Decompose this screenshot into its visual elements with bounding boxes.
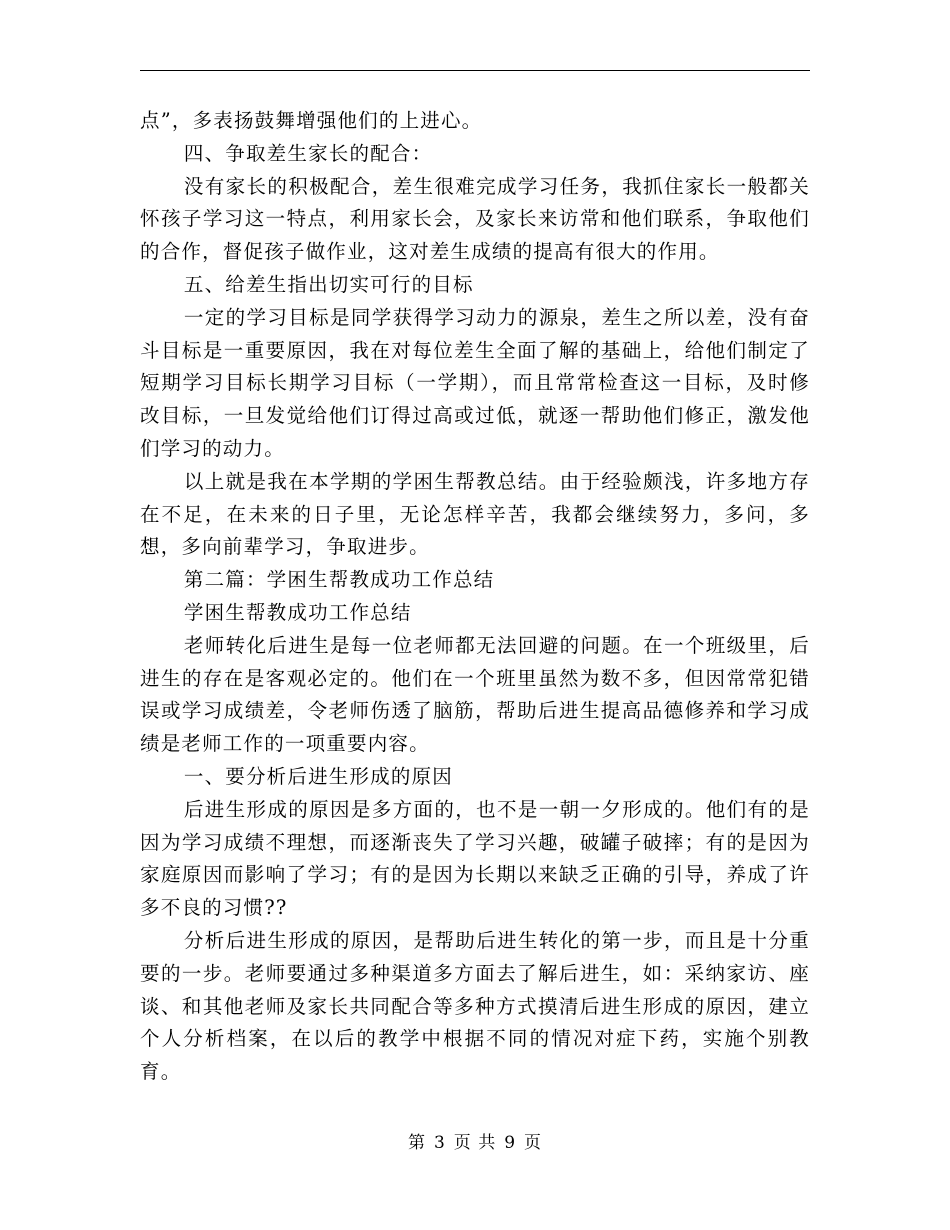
paragraph: 分析后进生形成的原因，是帮助后进生转化的第一步，而且是十分重要的一步。老师要通过多种渠道多方面去了解后进生，如：采纳家访、座谈、和其他老师及家长共同配合等多种方式摸清后进生形成的原因，建立个人分析档案，在以后的教学中根据不同的情况对症下药，实施个别教育。 <box>140 928 810 1084</box>
paragraph: 以上就是我在本学期的学困生帮教总结。由于经验颇浅，许多地方存在不足，在未来的日子里，无论怎样辛苦，我都会继续努力，多问，多想，多向前辈学习，争取进步。 <box>140 469 810 559</box>
header-rule <box>140 70 810 71</box>
paragraph: 一定的学习目标是同学获得学习动力的源泉，差生之所以差，没有奋斗目标是一重要原因，我在对每位差生全面了解的基础上，给他们制定了短期学习目标长期学习目标（一学期），而且常常检查这一目标，及时修改目标，一旦发觉给他们订得过高或过低，就逐一帮助他们修正，激发他们学习的动力。 <box>140 305 810 460</box>
paragraph: 后进生形成的原因是多方面的，也不是一朝一夕形成的。他们有的是因为学习成绩不理想，而逐渐丧失了学习兴趣，破罐子破摔；有的是因为家庭原因而影响了学习；有的是因为长期以来缺乏正确的引导，养成了许多不良的习惯?? <box>140 797 810 920</box>
section-heading: 一、要分析后进生形成的原因 <box>183 764 453 788</box>
chapter-heading: 第二篇：学困生帮教成功工作总结 <box>183 568 495 592</box>
total-pages-number: 9 <box>504 1133 517 1153</box>
page-footer <box>0 1128 950 1153</box>
page-suffix: 页 <box>524 1133 543 1153</box>
current-page-number: 3 <box>433 1133 446 1153</box>
paragraph: 没有家长的积极配合，差生很难完成学习任务，我抓住家长一般都关怀孩子学习这一特点，利用家长会，及家长来访常和他们联系，争取他们的合作，督促孩子做作业，这对差生成绩的提高有很大的作用。 <box>140 174 810 264</box>
page-mid: 页 共 <box>453 1133 497 1153</box>
section-heading: 四、争取差生家长的配合： <box>183 141 433 165</box>
page-prefix: 第 <box>407 1133 426 1153</box>
paragraph: 点”，多表扬鼓舞增强他们的上进心。 <box>140 109 483 132</box>
section-heading: 五、给差生指出切实可行的目标 <box>183 272 474 296</box>
document-body <box>140 105 810 1089</box>
paragraph: 老师转化后进生是每一位老师都无法回避的问题。在一个班级里，后进生的存在是客观必定的。他们在一个班里虽然为数不多，但因常常犯错误或学习成绩差，令老师伤透了脑筋，帮助后进生提高品德修养和学习成绩是老师工作的一项重要内容。 <box>140 633 810 756</box>
chapter-title: 学困生帮教成功工作总结 <box>183 600 412 624</box>
